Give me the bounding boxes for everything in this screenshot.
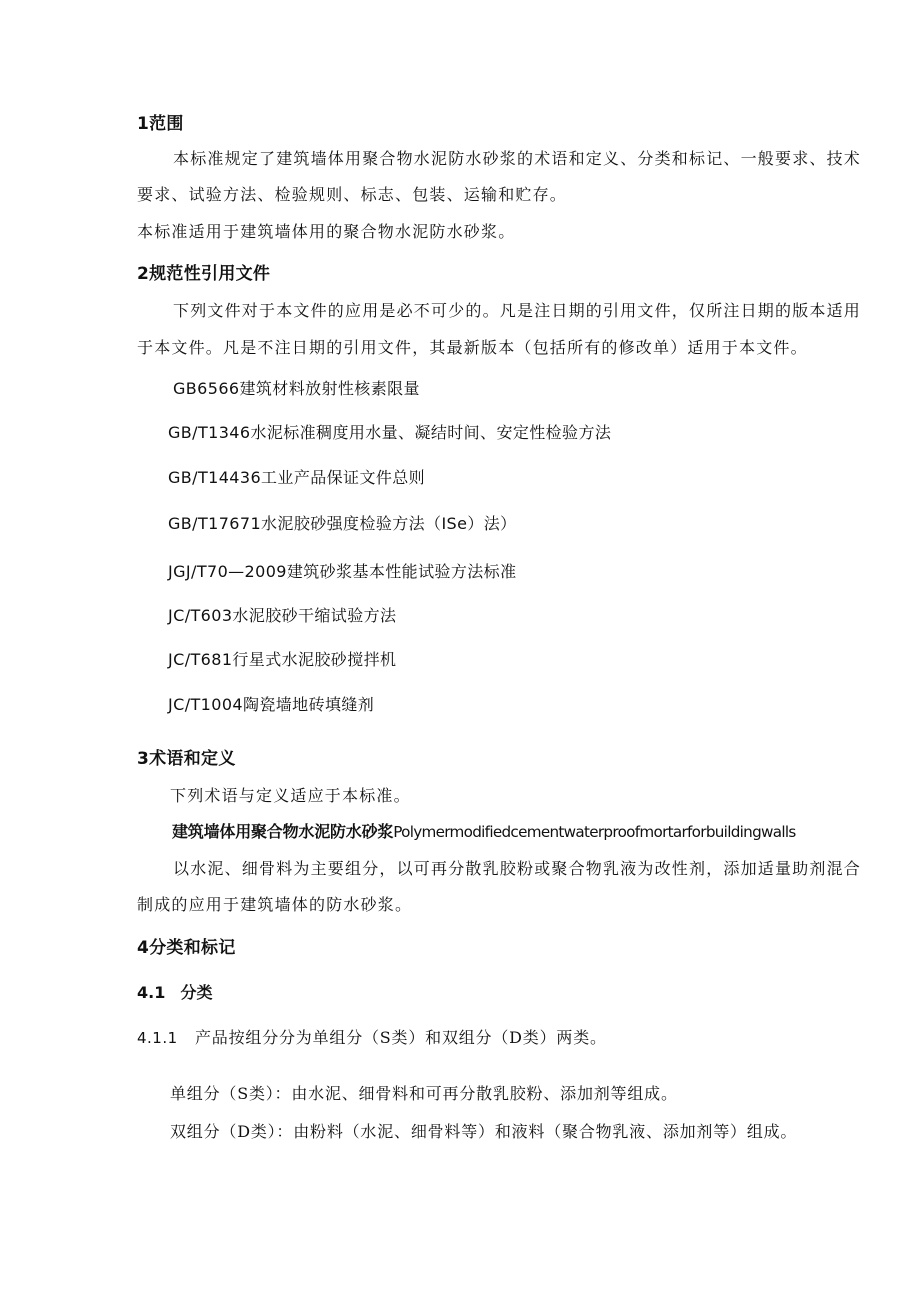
- section-1-paragraph-line-1: 本标准规定了建筑墙体用聚合物水泥防水砂浆的术语和定义、分类和标记、一般要求、技术: [173, 149, 862, 168]
- clause-number: 4.1.1: [137, 1029, 178, 1047]
- clause-text: 产品按组分分为单组分（S类）和双组分（D类）两类。: [195, 1028, 607, 1047]
- term-english: Polymermodifiedcementwaterproofmortarforbuildingwalls: [393, 823, 796, 841]
- clause-4-1-1: [137, 1030, 607, 1046]
- term-entry: [172, 824, 796, 840]
- single-component-description: 单组分（S类）：由水泥、细骨料和可再分散乳胶粉、添加剂等组成。: [170, 1084, 678, 1103]
- double-component-description: 双组分（D类）：由粉料（水泥、细骨料等）和液料（聚合物乳液、添加剂等）组成。: [170, 1122, 798, 1141]
- section-4-heading: 4分类和标记: [137, 938, 236, 958]
- subsection-number: 4.1: [137, 983, 166, 1002]
- reference-item: JC/T603水泥胶砂干缩试验方法: [168, 606, 397, 625]
- term-definition-line-1: 以水泥、细骨料为主要组分，以可再分散乳胶粉或聚合物乳液为改性剂，添加适量助剂混合: [173, 859, 862, 878]
- subsection-title: 分类: [180, 983, 213, 1002]
- term-chinese: 建筑墙体用聚合物水泥防水砂浆: [172, 822, 394, 841]
- section-1-scope-paragraph: 本标准适用于建筑墙体用的聚合物水泥防水砂浆。: [137, 222, 516, 241]
- term-definition-line-2: 制成的应用于建筑墙体的防水砂浆。: [137, 895, 413, 914]
- subsection-4-1-heading: [137, 985, 212, 1001]
- section-2-heading: 2规范性引用文件: [137, 264, 271, 284]
- reference-item: JGJ/T70—2009建筑砂浆基本性能试验方法标准: [168, 562, 517, 581]
- reference-item: JC/T1004陶瓷墙地砖填缝剂: [168, 695, 375, 714]
- section-2-intro-line-1: 下列文件对于本文件的应用是必不可少的。凡是注日期的引用文件，仅所注日期的版本适用: [173, 301, 862, 320]
- reference-item: GB/T14436工业产品保证文件总则: [168, 468, 426, 487]
- reference-item: JC/T681行星式水泥胶砂搅拌机: [168, 650, 397, 669]
- section-1-heading: 1范围: [137, 114, 184, 134]
- reference-item: GB/T1346水泥标准稠度用水量、凝结时间、安定性检验方法: [168, 423, 612, 442]
- section-2-intro-line-2: 于本文件。凡是不注日期的引用文件，其最新版本（包括所有的修改单）适用于本文件。: [137, 338, 808, 357]
- reference-item: GB/T17671水泥胶砂强度检验方法（ISe）法）: [168, 514, 517, 533]
- section-3-heading: 3术语和定义: [137, 749, 236, 769]
- reference-item: GB6566建筑材料放射性核素限量: [173, 379, 420, 398]
- section-3-intro: 下列术语与定义适应于本标准。: [170, 786, 411, 805]
- section-1-paragraph-line-2: 要求、试验方法、检验规则、标志、包装、运输和贮存。: [137, 185, 568, 204]
